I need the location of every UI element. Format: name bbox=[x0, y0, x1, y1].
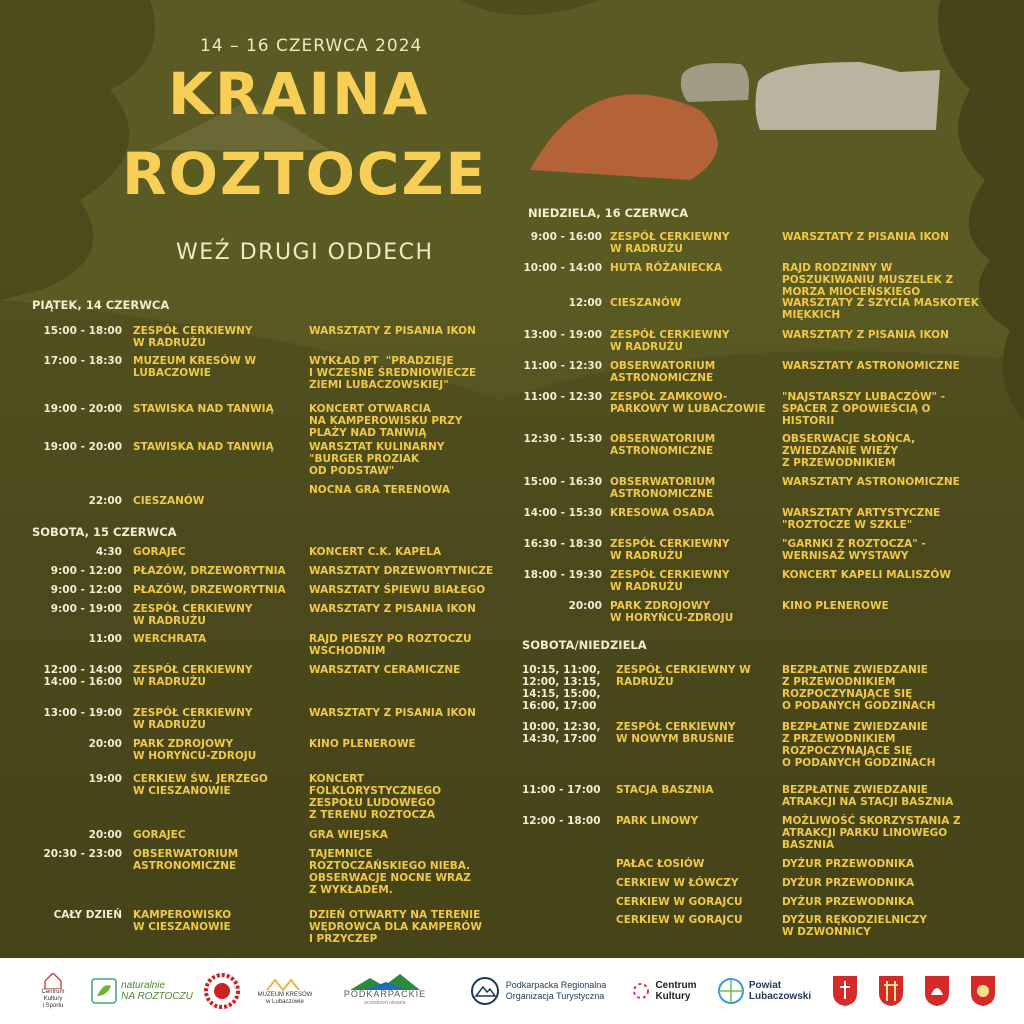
event-description: WARSZTATY Z PISANIA IKON bbox=[309, 707, 476, 719]
event-description: WARSZTATY CERAMICZNE bbox=[309, 664, 461, 676]
event-description: DYŻUR PRZEWODNIKA bbox=[782, 877, 915, 889]
church-icon bbox=[43, 973, 63, 989]
event-place: GORAJEC bbox=[133, 546, 186, 558]
coat-of-arms-icon bbox=[878, 975, 904, 1007]
coat-of-arms-icon bbox=[970, 975, 996, 1007]
dots-icon bbox=[631, 981, 651, 1001]
event-place: ZESPÓŁ CERKIEWNY W RADRUŻU bbox=[610, 569, 730, 593]
event-time: 9:00 - 12:00 bbox=[50, 565, 122, 577]
title-line-2: ROZTOCZE bbox=[122, 140, 488, 208]
event-description: WARSZTATY Z SZYCIA MASKOTEK MIĘKKICH bbox=[782, 297, 979, 321]
event-place: ZESPÓŁ CERKIEWNY W RADRUŻU bbox=[610, 538, 730, 562]
event-description: KONCERT KAPELI MALISZÓW bbox=[782, 569, 951, 581]
logo-muzeum-kresow: MUZEUM KRESÓW w Lubaczowie bbox=[252, 958, 318, 1024]
leaf-icon bbox=[91, 978, 117, 1004]
event-place: MUZEUM KRESÓW W LUBACZOWIE bbox=[133, 355, 257, 379]
coat-of-arms-icon bbox=[924, 975, 950, 1007]
event-description: WARSZTATY Z PISANIA IKON bbox=[782, 329, 949, 341]
event-description: RAJD PIESZY PO ROZTOCZU WSCHODNIM bbox=[309, 633, 472, 657]
event-place: PŁAZÓW, DRZEWORYTNIA bbox=[133, 584, 286, 596]
event-time: 20:00 bbox=[88, 738, 122, 750]
crest-3 bbox=[922, 958, 952, 1024]
logo-prot: Podkarpacka Regionalna Organizacja Turystyczna bbox=[452, 958, 624, 1024]
event-place: CERKIEW W GORAJCU bbox=[616, 896, 743, 908]
event-time: 19:00 - 20:00 bbox=[43, 441, 122, 453]
event-dates: 14 – 16 CZERWCA 2024 bbox=[200, 36, 423, 56]
event-time: CAŁY DZIEŃ bbox=[53, 909, 122, 921]
event-place: WERCHRATA bbox=[133, 633, 207, 645]
event-place: PARK LINOWY bbox=[616, 815, 699, 827]
event-time: 13:00 - 19:00 bbox=[43, 707, 122, 719]
event-time: 9:00 - 19:00 bbox=[50, 603, 122, 615]
event-place: CERKIEW W ŁÓWCZY bbox=[616, 877, 739, 889]
logo-podkarpackie: PODKARPACKIE przestrzeń otwarta bbox=[336, 958, 434, 1024]
event-description: WARSZTAT KULINARNY "BURGER PROZIAK OD PODSTAW" bbox=[309, 441, 445, 477]
event-time: 11:00 - 17:00 bbox=[522, 784, 601, 796]
event-time: 12:30 - 15:30 bbox=[523, 433, 602, 445]
event-description: WARSZTATY Z PISANIA IKON bbox=[782, 231, 949, 243]
day-heading-sunday: NIEDZIELA, 16 CZERWCA bbox=[528, 206, 689, 220]
event-description: KONCERT C.K. KAPELA bbox=[309, 546, 442, 558]
event-description: WARSZTATY ASTRONOMICZNE bbox=[782, 476, 960, 488]
event-description: "NAJSTARSZY LUBACZÓW" - SPACER Z OPOWIEŚCIĄ O HISTORII bbox=[782, 391, 946, 427]
zigzag-icon bbox=[265, 976, 305, 992]
event-description: WARSZTATY ŚPIEWU BIAŁEGO bbox=[309, 584, 486, 596]
foliage-mid bbox=[460, 0, 600, 15]
crest-1 bbox=[830, 958, 860, 1024]
logo-powiat-lubaczowski: Powiat Lubaczowski bbox=[712, 958, 816, 1024]
event-time: 9:00 - 16:00 bbox=[530, 231, 602, 243]
event-place: CIESZANÓW bbox=[610, 297, 682, 309]
event-place: PARK ZDROJOWY W HORYŃCU-ZDROJU bbox=[610, 600, 734, 624]
event-time: 11:00 bbox=[88, 633, 122, 645]
event-description: WYKŁAD PT "PRADZIEJE I WCZESNE ŚREDNIOWIECZE ZIEMI LUBACZOWSKIEJ" bbox=[309, 355, 477, 391]
coat-of-arms-icon bbox=[832, 975, 858, 1007]
event-place: KAMPEROWISKO W CIESZANOWIE bbox=[133, 909, 232, 933]
event-place: GORAJEC bbox=[133, 829, 186, 841]
event-description: WARSZTATY ARTYSTYCZNE "ROZTOCZE W SZKLE" bbox=[782, 507, 941, 531]
event-place: STAWISKA NAD TANWIĄ bbox=[133, 403, 274, 415]
logo-round-seal bbox=[202, 958, 242, 1024]
event-description: TAJEMNICE ROZTOCZAŃSKIEGO NIEBA. OBSERWACJE NOCNE WRAZ Z WYKŁADEM. bbox=[309, 848, 471, 896]
event-description: OBSERWACJE SŁOŃCA, ZWIEDZANIE WIEŻY Z PRZEWODNIKIEM bbox=[782, 433, 916, 469]
event-description: DYŻUR PRZEWODNIKA bbox=[782, 858, 915, 870]
crest-4 bbox=[968, 958, 998, 1024]
event-place: CIESZANÓW bbox=[133, 495, 205, 507]
event-place: CERKIEW W GORAJCU bbox=[616, 914, 743, 926]
event-time: 12:00 - 18:00 bbox=[522, 815, 601, 827]
day-heading-friday: PIĄTEK, 14 CZERWCA bbox=[32, 298, 170, 312]
event-description: BEZPŁATNE ZWIEDZANIE ATRAKCJI NA STACJI BASZNIA bbox=[782, 784, 954, 808]
event-place: OBSERWATORIUM ASTRONOMICZNE bbox=[610, 360, 716, 384]
event-place: ZESPÓŁ CERKIEWNY W RADRUŻU bbox=[616, 664, 751, 688]
event-time: 16:30 - 18:30 bbox=[523, 538, 602, 550]
event-time: 11:00 - 12:30 bbox=[523, 391, 602, 403]
event-place: CERKIEW ŚW. JERZEGO W CIESZANOWIE bbox=[133, 773, 268, 797]
event-time: 11:00 - 12:30 bbox=[523, 360, 602, 372]
event-description: WARSZTATY Z PISANIA IKON bbox=[309, 603, 476, 615]
event-time: 12:00 - 14:00 14:00 - 16:00 bbox=[43, 664, 122, 688]
event-time: 10:00, 12:30, 14:30, 17:00 bbox=[522, 721, 601, 745]
event-place: OBSERWATORIUM ASTRONOMICZNE bbox=[610, 476, 716, 500]
event-place: STACJA BASZNIA bbox=[616, 784, 714, 796]
event-description: "GARNKI Z ROZTOCZA" - WERNISAŻ WYSTAWY bbox=[782, 538, 926, 562]
event-description: KONCERT FOLKLORYSTYCZNEGO ZESPOŁU LUDOWEGO Z TERENU ROZTOCZA bbox=[309, 773, 442, 821]
event-description: WARSZTATY Z PISANIA IKON bbox=[309, 325, 476, 337]
event-time: 9:00 - 12:00 bbox=[50, 584, 122, 596]
event-place: ZESPÓŁ ZAMKOWO- PARKOWY W LUBACZOWIE bbox=[610, 391, 766, 415]
event-description: NOCNA GRA TERENOWA bbox=[309, 484, 451, 496]
event-description: BEZPŁATNE ZWIEDZANIE Z PRZEWODNIKIEM ROZPOCZYNAJĄCE SIĘ O PODANYCH GODZINACH bbox=[782, 664, 936, 712]
event-place: ZESPÓŁ CERKIEWNY W NOWYM BRUŚNIE bbox=[616, 721, 736, 745]
day-heading-saturday: SOBOTA, 15 CZERWCA bbox=[32, 525, 177, 539]
event-place: ZESPÓŁ CERKIEWNY W RADRUŻU bbox=[610, 329, 730, 353]
event-description: WARSZTATY ASTRONOMICZNE bbox=[782, 360, 960, 372]
event-place: PŁAZÓW, DRZEWORYTNIA bbox=[133, 565, 286, 577]
event-place: PAŁAC ŁOSIÓW bbox=[616, 858, 705, 870]
event-time: 19:00 bbox=[88, 773, 122, 785]
event-time: 4:30 bbox=[95, 546, 122, 558]
event-time: 15:00 - 18:00 bbox=[43, 325, 122, 337]
event-place: OBSERWATORIUM ASTRONOMICZNE bbox=[133, 848, 239, 872]
event-place: PARK ZDROJOWY W HORYŃCU-ZDROJU bbox=[133, 738, 257, 762]
event-description: KINO PLENEROWE bbox=[782, 600, 889, 612]
event-place: OBSERWATORIUM ASTRONOMICZNE bbox=[610, 433, 716, 457]
event-description: RAJD RODZINNY W POSZUKIWANIU MUSZELEK Z MORZA MIOCEŃSKIEGO bbox=[782, 262, 954, 298]
event-time: 13:00 - 19:00 bbox=[523, 329, 602, 341]
caravan-large bbox=[755, 62, 940, 130]
logo-centrum-kultury-lubaczow: Centrum Kultury bbox=[624, 958, 704, 1024]
title-line-1: KRAINA bbox=[168, 60, 430, 128]
event-time: 19:00 - 20:00 bbox=[43, 403, 122, 415]
tent-orange bbox=[530, 94, 718, 180]
event-place: ZESPÓŁ CERKIEWNY W RADRUŻU bbox=[610, 231, 730, 255]
event-time: 18:00 - 19:30 bbox=[523, 569, 602, 581]
event-description: BEZPŁATNE ZWIEDZANIE Z PRZEWODNIKIEM ROZPOCZYNAJĄCE SIĘ O PODANYCH GODZINACH bbox=[782, 721, 936, 769]
globe-icon bbox=[717, 977, 745, 1005]
event-place: KRESOWA OSADA bbox=[610, 507, 715, 519]
event-description: KONCERT OTWARCIA NA KAMPEROWISKU PRZY PLAŻY NAD TANWIĄ bbox=[309, 403, 463, 439]
event-place: ZESPÓŁ CERKIEWNY W RADRUŻU bbox=[133, 603, 253, 627]
event-description: DZIEŃ OTWARTY NA TERENIE WĘDROWCA DLA KAMPERÓW I PRZYCZEP bbox=[309, 909, 482, 945]
logo-centrum-kultury-i-sportu: Centrum Kultury i Sportu bbox=[30, 958, 76, 1024]
sponsor-footer bbox=[0, 958, 1024, 1024]
caravan-small bbox=[681, 63, 749, 102]
event-place: ZESPÓŁ CERKIEWNY W RADRUŻU bbox=[133, 664, 253, 688]
event-time: 14:00 - 15:30 bbox=[523, 507, 602, 519]
logo-naturalnie-na-roztoczu: naturalnie NA ROZTOCZU bbox=[88, 958, 196, 1024]
event-description: WARSZTATY DRZEWORYTNICZE bbox=[309, 565, 494, 577]
event-place: ZESPÓŁ CERKIEWNY W RADRUŻU bbox=[133, 325, 253, 349]
event-time: 15:00 - 16:30 bbox=[523, 476, 602, 488]
mountains-icon bbox=[350, 974, 420, 990]
event-time: 22:00 bbox=[88, 495, 122, 507]
event-time: 12:00 bbox=[568, 297, 602, 309]
event-time: 20:00 bbox=[88, 829, 122, 841]
event-description: DYŻUR PRZEWODNIKA bbox=[782, 896, 915, 908]
event-time: 17:00 - 18:30 bbox=[43, 355, 122, 367]
event-time: 20:00 bbox=[568, 600, 602, 612]
event-time: 20:30 - 23:00 bbox=[43, 848, 122, 860]
event-place: ZESPÓŁ CERKIEWNY W RADRUŻU bbox=[133, 707, 253, 731]
day-heading-weekend: SOBOTA/NIEDZIELA bbox=[522, 638, 647, 652]
event-time: 10:00 - 14:00 bbox=[523, 262, 602, 274]
crest-2 bbox=[876, 958, 906, 1024]
tagline: WEŹ DRUGI ODDECH bbox=[176, 240, 434, 265]
mountain-circle-icon bbox=[470, 976, 500, 1006]
event-description: DYŻUR RĘKODZIELNICZY W DZWONNICY bbox=[782, 914, 928, 938]
event-description: KINO PLENEROWE bbox=[309, 738, 416, 750]
event-place: HUTA RÓŻANIECKA bbox=[610, 262, 723, 274]
event-description: GRA WIEJSKA bbox=[309, 829, 388, 841]
event-time: 10:15, 11:00, 12:00, 13:15, 14:15, 15:00, 16:00, 17:00 bbox=[522, 664, 601, 712]
seal-icon bbox=[204, 973, 240, 1009]
event-place: STAWISKA NAD TANWIĄ bbox=[133, 441, 274, 453]
event-description: MOŻLIWOŚĆ SKORZYSTANIA Z ATRAKCJI PARKU LINOWEGO BASZNIA bbox=[782, 815, 961, 851]
